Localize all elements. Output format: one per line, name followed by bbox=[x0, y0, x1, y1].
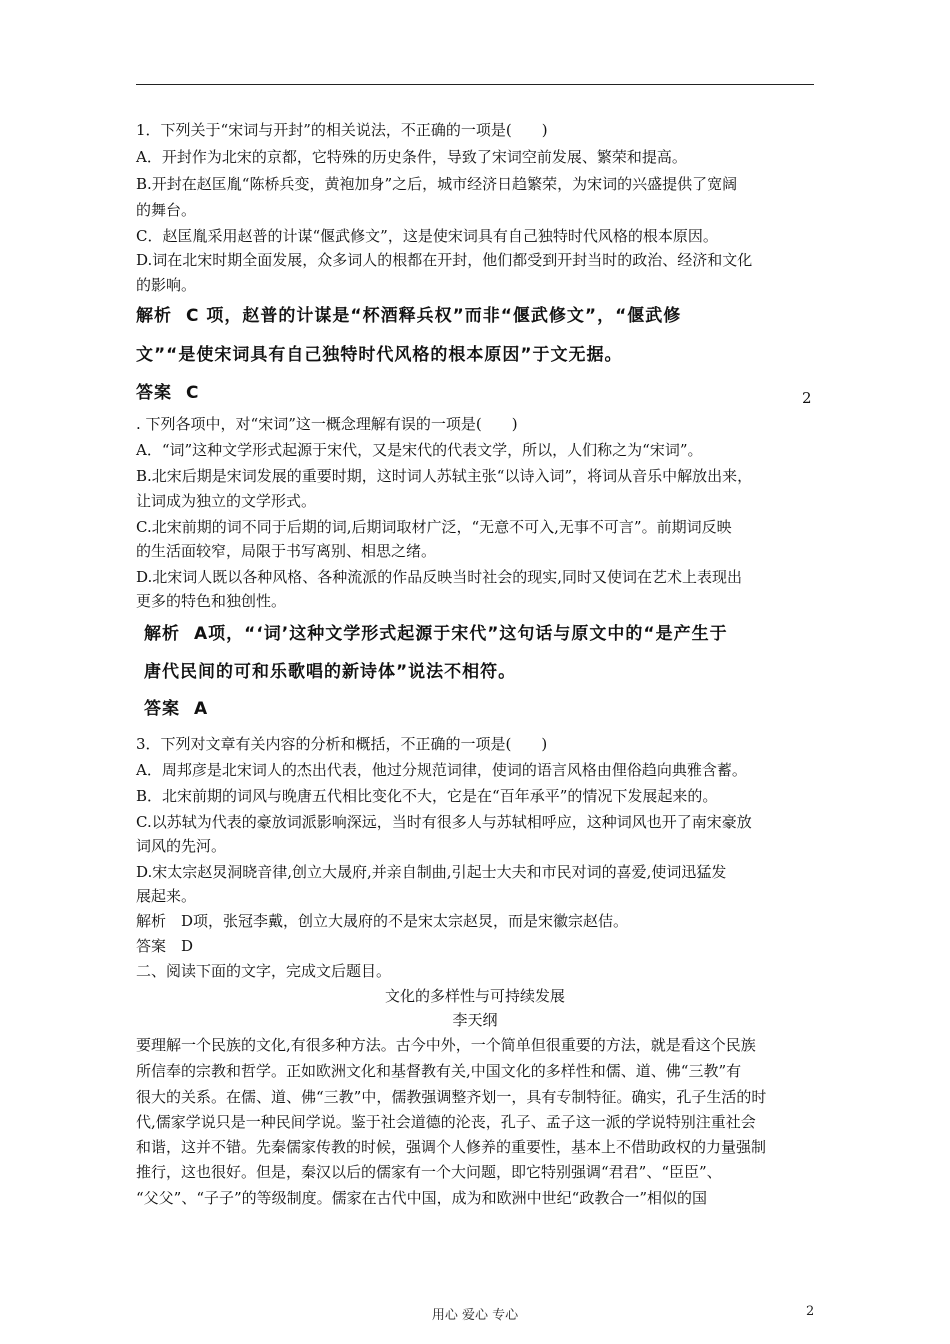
q2-stem: . 下列各项中，对“宋词”这一概念理解有误的一项是( ) bbox=[136, 415, 518, 433]
q1-option-c: C．赵匡胤采用赵普的计谋“偃武修文”，这是使宋词具有自己独特时代风格的根本原因。 bbox=[136, 227, 718, 245]
q1-answer bbox=[136, 383, 199, 403]
q1-option-a: A．开封作为北宋的京都，它特殊的历史条件，导致了宋词空前发展、繁荣和提高。 bbox=[136, 148, 687, 166]
q2-analysis-line2: 唐代民间的可和乐歌唱的新诗体”说法不相符。 bbox=[144, 662, 517, 682]
q1-option-b-line1: B.开封在赵匡胤“陈桥兵变，黄袍加身”之后，城市经济日趋繁荣，为宋词的兴盛提供了宽阔 bbox=[136, 175, 738, 193]
q1-option-b-line2: 的舞台。 bbox=[136, 201, 197, 219]
q2-analysis-text: A项，“‘词’这种文学形式起源于宋代”这句话与原文中的“是产生于 bbox=[194, 624, 728, 644]
q2-analysis-line1 bbox=[144, 624, 728, 644]
side-page-number: 2 bbox=[802, 389, 812, 407]
q2-answer-label: 答案 bbox=[144, 699, 180, 719]
q2-answer bbox=[144, 699, 208, 719]
q3-option-d-line2: 展起来。 bbox=[136, 887, 197, 905]
q1-option-d-line2: 的影响。 bbox=[136, 276, 197, 294]
q1-analysis-label: 解析 bbox=[136, 306, 172, 326]
footer-text: 用心 爱心 专心 bbox=[431, 1308, 519, 1323]
article-paragraph-line: 推行，这也很好。但是，秦汉以后的儒家有一个大问题，即它特别强调“君君”、“臣臣”、 bbox=[136, 1163, 722, 1181]
article-author: 李天纲 bbox=[452, 1011, 498, 1029]
q3-option-c-line2: 词风的先河。 bbox=[136, 837, 227, 855]
q3-stem: 3．下列对文章有关内容的分析和概括，不正确的一项是( ) bbox=[136, 735, 548, 753]
q2-option-c-line2: 的生活面较窄，局限于书写离别、相思之绪。 bbox=[136, 542, 437, 560]
article-paragraph-line: 很大的关系。在儒、道、佛“三教”中，儒教强调整齐划一，具有专制特征。确实，孔子生活的时 bbox=[136, 1088, 767, 1106]
q2-answer-value: A bbox=[194, 699, 209, 719]
article-paragraph-line: 和谐，这并不错。先秦儒家传教的时候，强调个人修养的重要性，基本上不借助政权的力量强制 bbox=[136, 1138, 767, 1156]
q3-option-c-line1: C.以苏轼为代表的豪放词派影响深远，当时有很多人与苏轼相呼应，这种词风也开了南宋豪放 bbox=[136, 813, 752, 831]
article-paragraph-line: 代,儒家学说只是一种民间学说。鉴于社会道德的沦丧，孔子、孟子这一派的学说特别注重社会 bbox=[136, 1113, 756, 1131]
q2-analysis-label: 解析 bbox=[144, 624, 180, 644]
q3-analysis: 解析 D项，张冠李戴，创立大晟府的不是宋太宗赵炅，而是宋徽宗赵佶。 bbox=[136, 912, 629, 930]
section2-heading: 二、阅读下面的文字，完成文后题目。 bbox=[136, 962, 392, 980]
footer-page-number: 2 bbox=[806, 1304, 815, 1319]
q1-analysis-line1 bbox=[136, 306, 681, 326]
q2-option-d-line1: D.北宋词人既以各种风格、各种流派的作品反映当时社会的现实,同时又使词在艺术上表现出 bbox=[136, 568, 743, 586]
article-title: 文化的多样性与可持续发展 bbox=[384, 987, 565, 1005]
q3-option-b: B．北宋前期的词风与晚唐五代相比变化不大，它是在“百年承平”的情况下发展起来的。 bbox=[136, 787, 718, 805]
q1-option-d-line1: D.词在北宋时期全面发展，众多词人的根都在开封，他们都受到开封当时的政治、经济和文化 bbox=[136, 251, 753, 269]
article-paragraph-line: “父父”、“子子”的等级制度。儒家在古代中国，成为和欧洲中世纪“政教合一”相似的国 bbox=[136, 1189, 708, 1207]
article-paragraph-line: 所信奉的宗教和哲学。正如欧洲文化和基督教有关,中国文化的多样性和儒、道、佛“三教”有 bbox=[136, 1062, 742, 1080]
q1-answer-label: 答案 bbox=[136, 383, 172, 403]
q2-option-b-line2: 让词成为独立的文学形式。 bbox=[136, 492, 317, 510]
q1-analysis-line2: 文”“是使宋词具有自己独特时代风格的根本原因”于文无据。 bbox=[136, 345, 623, 365]
q2-option-b-line1: B.北宋后期是宋词发展的重要时期，这时词人苏轼主张“以诗入词”，将词从音乐中解放出来， bbox=[136, 467, 753, 485]
q1-analysis-text: C 项，赵普的计谋是“杯酒释兵权”而非“偃武修文”，“偃武修 bbox=[186, 306, 682, 326]
q3-option-a: A．周邦彦是北宋词人的杰出代表，他过分规范词律，使词的语言风格由俚俗趋向典雅含蓄。 bbox=[136, 761, 747, 779]
q1-stem: 1．下列关于“宋词与开封”的相关说法，不正确的一项是( ) bbox=[136, 121, 548, 139]
article-paragraph-line: 要理解一个民族的文化,有很多种方法。古今中外，一个简单但很重要的方法，就是看这个民族 bbox=[136, 1036, 756, 1054]
q3-answer: 答案 D bbox=[136, 937, 194, 955]
q3-option-d-line1: D.宋太宗赵炅洞晓音律,创立大晟府,并亲自制曲,引起士大夫和市民对词的喜爱,使词迅猛发 bbox=[136, 863, 727, 881]
header-rule bbox=[136, 84, 814, 85]
q1-answer-value: C bbox=[186, 383, 200, 403]
q2-option-d-line2: 更多的特色和独创性。 bbox=[136, 592, 287, 610]
q2-option-a: A．“词”这种文学形式起源于宋代，又是宋代的代表文学，所以，人们称之为“宋词”。 bbox=[136, 441, 703, 459]
q2-option-c-line1: C.北宋前期的词不同于后期的词,后期词取材广泛，“无意不可入,无事不可言”。前期词反映 bbox=[136, 518, 732, 536]
